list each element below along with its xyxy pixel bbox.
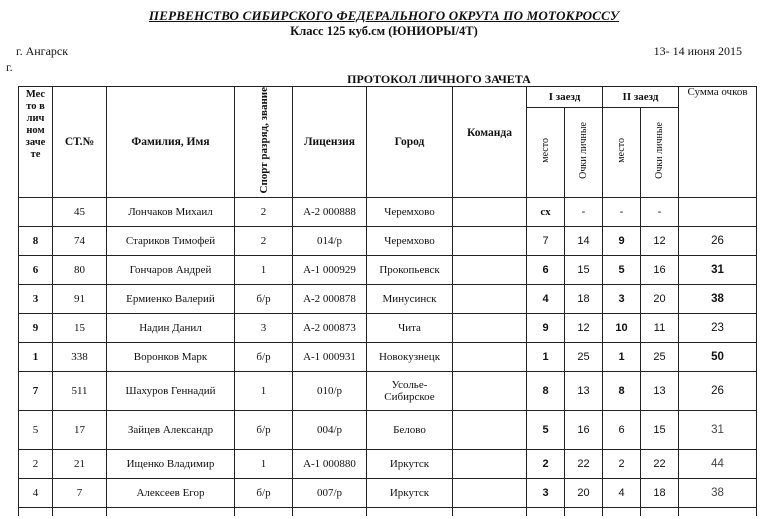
document-title: ПЕРВЕНСТВО СИБИРСКОГО ФЕДЕРАЛЬНОГО ОКРУГА ПО МОТОКРОССУ [148, 8, 620, 23]
cell-heat1-points: - [565, 197, 603, 226]
stray-text: г. [6, 60, 13, 74]
cell-heat1-points: 12 [565, 313, 603, 342]
cell-sum: 44 [679, 449, 757, 478]
cell-name: Стариков Тимофей [107, 226, 235, 255]
cell-heat2-place: 2 [603, 449, 641, 478]
results-table [18, 86, 757, 516]
col-rank-header [235, 87, 293, 198]
table-row [19, 410, 757, 449]
cell-heat1-points: 18 [565, 284, 603, 313]
cell-rank: 3 [235, 313, 293, 342]
table-row [19, 284, 757, 313]
cell-place: 1 [19, 342, 53, 371]
cell-heat1-place: 7 [527, 226, 565, 255]
cell-empty [641, 507, 679, 516]
cell-name: Ищенко Владимир [107, 449, 235, 478]
cell-sum: 23 [679, 313, 757, 342]
cell-heat1-points: 14 [565, 226, 603, 255]
cell-heat1-place: 2 [527, 449, 565, 478]
cell-place [19, 197, 53, 226]
cell-rank: б/р [235, 478, 293, 507]
cell-license: А-2 000873 [293, 313, 367, 342]
cell-heat2-points: 18 [641, 478, 679, 507]
cell-rank: б/р [235, 342, 293, 371]
col-heat1-points-header: Очки личные [565, 107, 603, 197]
cell-number: 15 [53, 313, 107, 342]
cell-heat1-points: 15 [565, 255, 603, 284]
cell-heat1-place: 1 [527, 342, 565, 371]
cell-team [453, 313, 527, 342]
cell-heat2-place: 1 [603, 342, 641, 371]
event-dates: 13- 14 июня 2015 [653, 44, 742, 58]
cell-number: 21 [53, 449, 107, 478]
col-city-header: Город [367, 87, 453, 198]
cell-license: 014/р [293, 226, 367, 255]
cell-number: 338 [53, 342, 107, 371]
cell-sum: 38 [679, 478, 757, 507]
cell-heat1-place: 5 [527, 410, 565, 449]
cell-place: 5 [19, 410, 53, 449]
cell-rank: 1 [235, 255, 293, 284]
cell-rank: б/р [235, 284, 293, 313]
cell-empty [53, 507, 107, 516]
cell-rank: 2 [235, 226, 293, 255]
cell-sum: 31 [679, 410, 757, 449]
cell-place: 7 [19, 371, 53, 410]
cell-sum: 26 [679, 371, 757, 410]
cell-place: 3 [19, 284, 53, 313]
cell-sum: 26 [679, 226, 757, 255]
table-row [19, 342, 757, 371]
cell-team [453, 255, 527, 284]
cell-heat1-place: 8 [527, 371, 565, 410]
cell-heat1-points: 25 [565, 342, 603, 371]
col-rank-label: Спорт разряд, звание [257, 87, 270, 194]
cell-heat2-place: 9 [603, 226, 641, 255]
cell-empty [603, 507, 641, 516]
cell-name: Алексеев Егор [107, 478, 235, 507]
cell-heat1-points: 13 [565, 371, 603, 410]
table-row [19, 449, 757, 478]
cell-place: 6 [19, 255, 53, 284]
cell-place: 9 [19, 313, 53, 342]
cell-sum: 38 [679, 284, 757, 313]
cell-heat1-points: 22 [565, 449, 603, 478]
cell-city: Иркутск [367, 478, 453, 507]
cell-place: 2 [19, 449, 53, 478]
cell-empty [565, 507, 603, 516]
cell-empty [367, 507, 453, 516]
col-number-header: СТ.№ [53, 87, 107, 198]
cell-team [453, 410, 527, 449]
cell-team [453, 342, 527, 371]
cell-heat1-place: сх [527, 197, 565, 226]
cell-license: А-1 000880 [293, 449, 367, 478]
col-name-header: Фамилия, Имя [107, 87, 235, 198]
col-sum-header: Сумма очков [679, 87, 757, 198]
cell-empty [293, 507, 367, 516]
cell-rank: б/р [235, 410, 293, 449]
col-heat1-place-header: место [527, 107, 565, 197]
cell-place: 4 [19, 478, 53, 507]
cell-license: А-1 000929 [293, 255, 367, 284]
col-heat2-place-header: место [603, 107, 641, 197]
cell-heat2-points: 16 [641, 255, 679, 284]
cell-team [453, 284, 527, 313]
protocol-heading: ПРОТОКОЛ ЛИЧНОГО ЗАЧЕТА [347, 72, 531, 86]
cell-heat1-place: 6 [527, 255, 565, 284]
cell-city: Белово [367, 410, 453, 449]
cell-license: 007/р [293, 478, 367, 507]
col-license-header: Лицензия [293, 87, 367, 198]
cell-team [453, 197, 527, 226]
cell-heat2-points: 13 [641, 371, 679, 410]
cell-rank: 1 [235, 371, 293, 410]
cell-license: А-1 000931 [293, 342, 367, 371]
table-row [19, 313, 757, 342]
cell-heat2-place: 6 [603, 410, 641, 449]
cell-empty [527, 507, 565, 516]
cell-empty [19, 507, 53, 516]
cell-license: А-2 000888 [293, 197, 367, 226]
cell-sum: 31 [679, 255, 757, 284]
cell-name: Гончаров Андрей [107, 255, 235, 284]
cell-team [453, 478, 527, 507]
cell-city: Иркутск [367, 449, 453, 478]
cell-heat2-points: 15 [641, 410, 679, 449]
cell-team [453, 226, 527, 255]
col-place-header: Мес то в лич ном заче те [19, 87, 53, 198]
cell-heat2-place: 5 [603, 255, 641, 284]
cell-city: Минусинск [367, 284, 453, 313]
cell-name: Лончаков Михаил [107, 197, 235, 226]
cell-empty [453, 507, 527, 516]
cell-number: 17 [53, 410, 107, 449]
col-heat2-header: II заезд [603, 87, 679, 108]
cell-team [453, 449, 527, 478]
cell-heat2-place: 8 [603, 371, 641, 410]
cell-empty [679, 507, 757, 516]
cell-name: Воронков Марк [107, 342, 235, 371]
cell-city: Чита [367, 313, 453, 342]
cell-name: Зайцев Александр [107, 410, 235, 449]
table-row [19, 226, 757, 255]
cell-sum: 50 [679, 342, 757, 371]
cell-city: Новокузнецк [367, 342, 453, 371]
cell-number: 80 [53, 255, 107, 284]
cell-heat1-place: 4 [527, 284, 565, 313]
cell-heat2-place: 10 [603, 313, 641, 342]
cell-heat2-points: 20 [641, 284, 679, 313]
cell-license: А-2 000878 [293, 284, 367, 313]
cell-number: 7 [53, 478, 107, 507]
cell-city: Черемхово [367, 197, 453, 226]
cell-name: Шахуров Геннадий [107, 371, 235, 410]
cell-place: 8 [19, 226, 53, 255]
class-subtitle: Класс 125 куб.см (ЮНИОРЫ/4Т) [290, 24, 478, 38]
cell-license: 004/р [293, 410, 367, 449]
cell-heat1-place: 3 [527, 478, 565, 507]
cell-name: Ермиенко Валерий [107, 284, 235, 313]
cell-city: Усолье-Сибирское [367, 371, 453, 410]
cell-heat2-points: 22 [641, 449, 679, 478]
cell-heat2-points: - [641, 197, 679, 226]
cell-number: 74 [53, 226, 107, 255]
event-city: г. Ангарск [16, 44, 69, 58]
cell-empty [235, 507, 293, 516]
cell-team [453, 371, 527, 410]
cell-heat2-points: 11 [641, 313, 679, 342]
cell-heat2-place: - [603, 197, 641, 226]
table-row [19, 255, 757, 284]
table-row [19, 478, 757, 507]
cell-heat2-points: 12 [641, 226, 679, 255]
table-row [19, 371, 757, 410]
cell-rank: 1 [235, 449, 293, 478]
cell-name: Надин Данил [107, 313, 235, 342]
cell-number: 45 [53, 197, 107, 226]
cell-heat1-place: 9 [527, 313, 565, 342]
col-heat2-points-header: Очки личные [641, 107, 679, 197]
cell-city: Прокопьевск [367, 255, 453, 284]
cell-heat2-points: 25 [641, 342, 679, 371]
col-team-header: Команда [453, 87, 527, 198]
cell-number: 511 [53, 371, 107, 410]
table-row-partial [19, 507, 757, 516]
cell-heat2-place: 4 [603, 478, 641, 507]
cell-empty [107, 507, 235, 516]
cell-sum [679, 197, 757, 226]
cell-heat2-place: 3 [603, 284, 641, 313]
cell-number: 91 [53, 284, 107, 313]
cell-license: 010/р [293, 371, 367, 410]
cell-city: Черемхово [367, 226, 453, 255]
cell-rank: 2 [235, 197, 293, 226]
table-row [19, 197, 757, 226]
col-heat1-header: I заезд [527, 87, 603, 108]
cell-heat1-points: 16 [565, 410, 603, 449]
cell-heat1-points: 20 [565, 478, 603, 507]
